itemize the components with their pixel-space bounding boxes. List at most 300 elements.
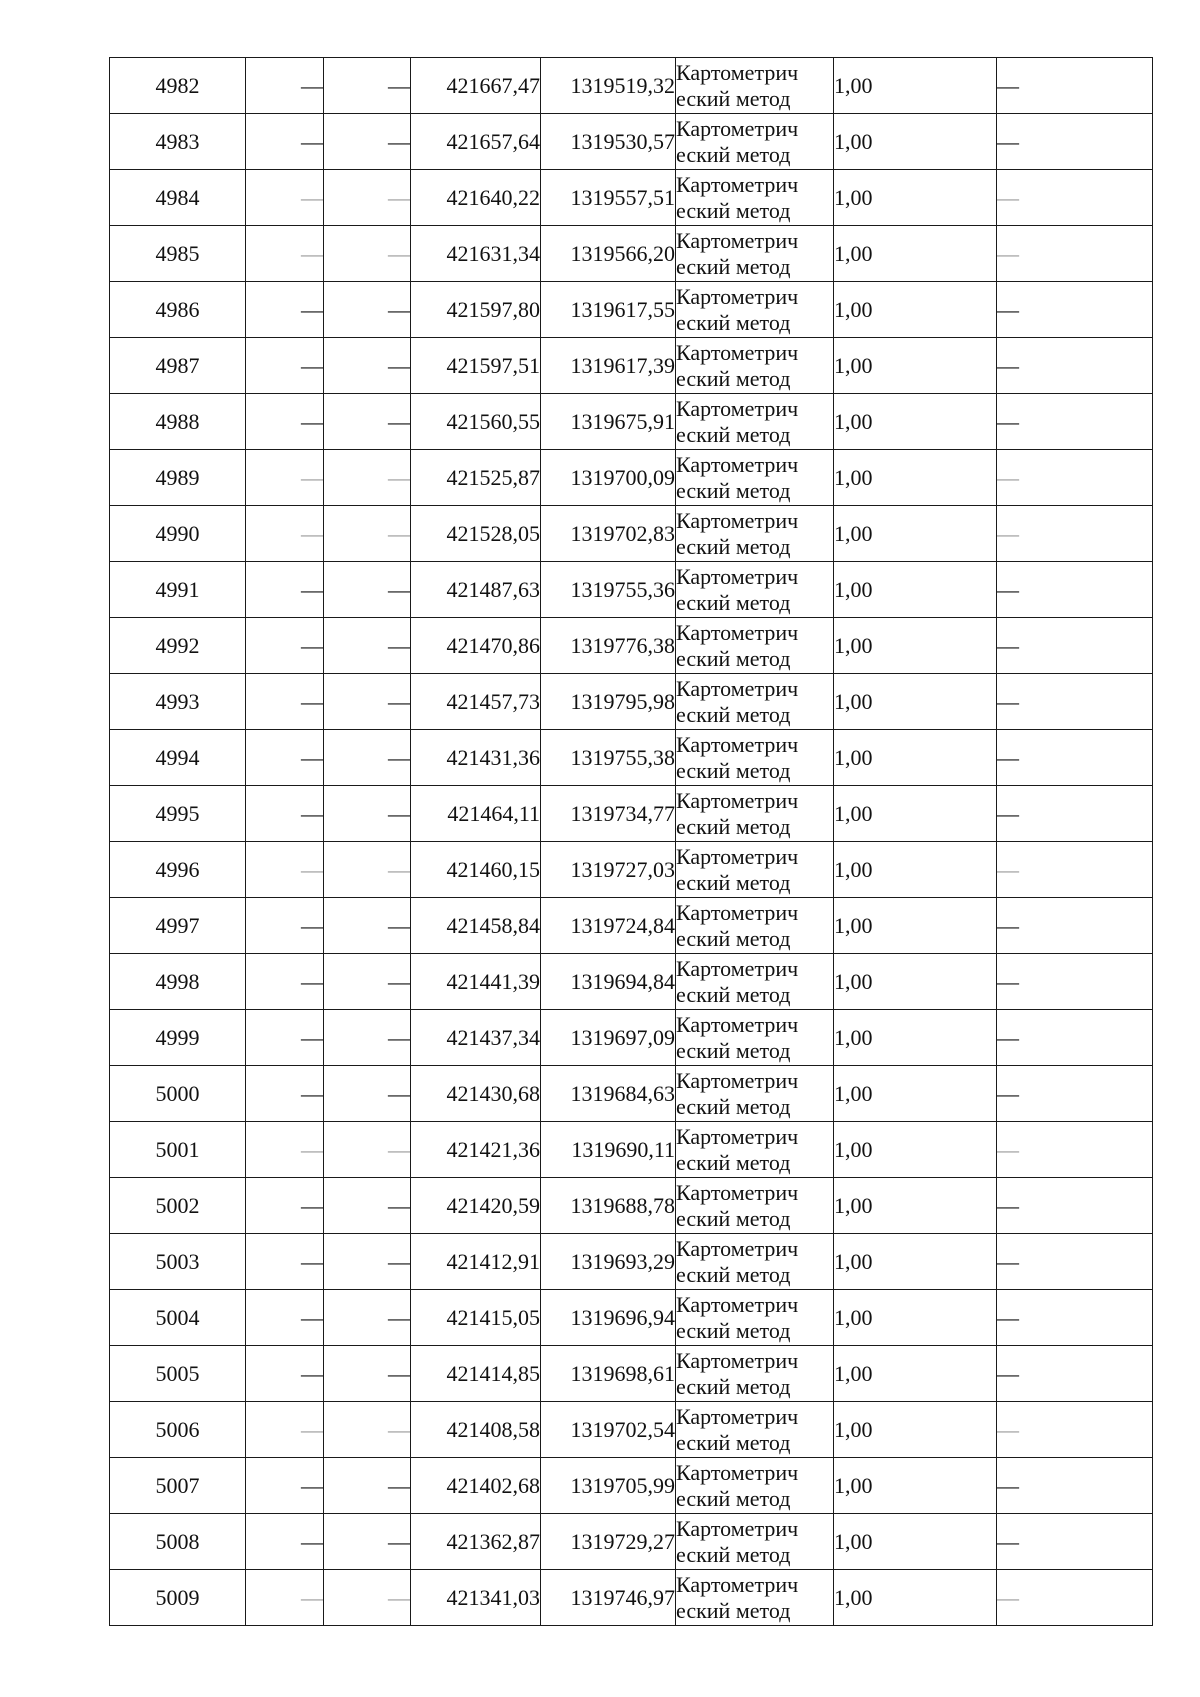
dash-mark: — [997, 744, 1019, 770]
dash-mark: — [997, 632, 1019, 658]
x-coordinate-cell: 421415,05 [411, 1290, 541, 1346]
table-row [110, 1570, 1153, 1626]
empty-dash-cell [246, 1458, 324, 1514]
empty-dash-cell [997, 1290, 1153, 1346]
method-text: Картометрич [676, 675, 799, 701]
x-coordinate-cell: 421525,87 [411, 450, 541, 506]
empty-dash-cell [246, 506, 324, 562]
method-text: Картометрич [676, 339, 799, 365]
point-number-cell: 5003 [110, 1234, 246, 1290]
dash-mark: — [388, 408, 410, 434]
table-row [110, 506, 1153, 562]
empty-dash-cell [324, 1402, 411, 1458]
dash-mark: — [301, 1416, 323, 1442]
method-text: еский метод [676, 981, 791, 1007]
dash-mark: — [997, 352, 1019, 378]
empty-dash-cell [997, 1066, 1153, 1122]
dash-mark: — [388, 352, 410, 378]
method-text: Картометрич [676, 619, 799, 645]
empty-dash-cell [246, 450, 324, 506]
dash-mark: — [301, 520, 323, 546]
dash-mark: — [301, 184, 323, 210]
method-text: Картометрич [676, 1235, 799, 1261]
dash-mark: — [997, 1360, 1019, 1386]
empty-dash-cell [997, 1010, 1153, 1066]
method-text: еский метод [676, 925, 791, 951]
empty-dash-cell [246, 1402, 324, 1458]
table-row [110, 114, 1153, 170]
dash-mark: — [997, 1192, 1019, 1218]
empty-dash-cell [246, 1234, 324, 1290]
point-number-cell: 4986 [110, 282, 246, 338]
empty-dash-cell [324, 282, 411, 338]
y-coordinate-cell: 1319684,63 [541, 1066, 676, 1122]
empty-dash-cell [997, 562, 1153, 618]
point-number-cell: 4994 [110, 730, 246, 786]
empty-dash-cell [324, 562, 411, 618]
method-text: еский метод [676, 1541, 791, 1567]
accuracy-cell: 1,00 [834, 786, 997, 842]
x-coordinate-cell: 421487,63 [411, 562, 541, 618]
dash-mark: — [388, 632, 410, 658]
empty-dash-cell [324, 954, 411, 1010]
dash-mark: — [301, 632, 323, 658]
method-text: Картометрич [676, 451, 799, 477]
empty-dash-cell [997, 842, 1153, 898]
method-text: Картометрич [676, 1459, 799, 1485]
y-coordinate-cell: 1319698,61 [541, 1346, 676, 1402]
dash-mark: — [388, 576, 410, 602]
dash-mark: — [388, 1584, 410, 1610]
x-coordinate-cell: 421457,73 [411, 674, 541, 730]
dash-mark: — [388, 1472, 410, 1498]
table-row [110, 954, 1153, 1010]
dash-mark: — [301, 240, 323, 266]
x-coordinate-cell: 421412,91 [411, 1234, 541, 1290]
accuracy-cell: 1,00 [834, 730, 997, 786]
method-cell [676, 58, 834, 114]
dash-mark: — [997, 1080, 1019, 1106]
empty-dash-cell [324, 58, 411, 114]
method-cell [676, 170, 834, 226]
dash-mark: — [301, 1248, 323, 1274]
x-coordinate-cell: 421464,11 [411, 786, 541, 842]
dash-mark: — [388, 1192, 410, 1218]
accuracy-cell: 1,00 [834, 1346, 997, 1402]
y-coordinate-cell: 1319705,99 [541, 1458, 676, 1514]
dash-mark: — [997, 408, 1019, 434]
empty-dash-cell [246, 338, 324, 394]
empty-dash-cell [324, 842, 411, 898]
method-cell [676, 1290, 834, 1346]
y-coordinate-cell: 1319727,03 [541, 842, 676, 898]
point-number-cell: 4998 [110, 954, 246, 1010]
point-number-cell: 4997 [110, 898, 246, 954]
empty-dash-cell [997, 394, 1153, 450]
y-coordinate-cell: 1319530,57 [541, 114, 676, 170]
accuracy-cell: 1,00 [834, 226, 997, 282]
method-text: еский метод [676, 1037, 791, 1063]
dash-mark: — [388, 1360, 410, 1386]
table-row [110, 898, 1153, 954]
table-row [110, 394, 1153, 450]
dash-mark: — [388, 464, 410, 490]
empty-dash-cell [997, 1458, 1153, 1514]
x-coordinate-cell: 421441,39 [411, 954, 541, 1010]
empty-dash-cell [246, 1010, 324, 1066]
dash-mark: — [388, 296, 410, 322]
accuracy-cell: 1,00 [834, 450, 997, 506]
accuracy-cell: 1,00 [834, 618, 997, 674]
dash-mark: — [301, 800, 323, 826]
method-text: Картометрич [676, 899, 799, 925]
x-coordinate-cell: 421470,86 [411, 618, 541, 674]
method-text: еский метод [676, 757, 791, 783]
method-text: Картометрич [676, 1011, 799, 1037]
x-coordinate-cell: 421560,55 [411, 394, 541, 450]
accuracy-cell: 1,00 [834, 842, 997, 898]
dash-mark: — [301, 688, 323, 714]
method-cell [676, 562, 834, 618]
dash-mark: — [997, 464, 1019, 490]
coordinates-table-body [110, 58, 1153, 1626]
method-text: еский метод [676, 85, 791, 111]
table-row [110, 1402, 1153, 1458]
y-coordinate-cell: 1319617,55 [541, 282, 676, 338]
method-text: еский метод [676, 1597, 791, 1623]
coordinates-table [109, 57, 1153, 1626]
dash-mark: — [997, 520, 1019, 546]
y-coordinate-cell: 1319566,20 [541, 226, 676, 282]
accuracy-cell: 1,00 [834, 1514, 997, 1570]
method-text: Картометрич [676, 283, 799, 309]
method-cell [676, 618, 834, 674]
point-number-cell: 4987 [110, 338, 246, 394]
method-cell [676, 1514, 834, 1570]
accuracy-cell: 1,00 [834, 898, 997, 954]
dash-mark: — [301, 576, 323, 602]
table-row [110, 1122, 1153, 1178]
dash-mark: — [997, 1528, 1019, 1554]
x-coordinate-cell: 421460,15 [411, 842, 541, 898]
x-coordinate-cell: 421420,59 [411, 1178, 541, 1234]
y-coordinate-cell: 1319755,36 [541, 562, 676, 618]
dash-mark: — [997, 1136, 1019, 1162]
accuracy-cell: 1,00 [834, 338, 997, 394]
empty-dash-cell [324, 786, 411, 842]
point-number-cell: 5002 [110, 1178, 246, 1234]
dash-mark: — [388, 1024, 410, 1050]
empty-dash-cell [997, 506, 1153, 562]
x-coordinate-cell: 421597,80 [411, 282, 541, 338]
point-number-cell: 5006 [110, 1402, 246, 1458]
empty-dash-cell [246, 1290, 324, 1346]
accuracy-cell: 1,00 [834, 506, 997, 562]
method-text: еский метод [676, 1485, 791, 1511]
y-coordinate-cell: 1319724,84 [541, 898, 676, 954]
empty-dash-cell [324, 170, 411, 226]
y-coordinate-cell: 1319519,32 [541, 58, 676, 114]
empty-dash-cell [246, 954, 324, 1010]
dash-mark: — [997, 1472, 1019, 1498]
empty-dash-cell [997, 1346, 1153, 1402]
dash-mark: — [301, 1024, 323, 1050]
y-coordinate-cell: 1319700,09 [541, 450, 676, 506]
point-number-cell: 5007 [110, 1458, 246, 1514]
method-cell [676, 730, 834, 786]
dash-mark: — [301, 1136, 323, 1162]
table-row [110, 1346, 1153, 1402]
empty-dash-cell [246, 394, 324, 450]
table-row [110, 618, 1153, 674]
y-coordinate-cell: 1319776,38 [541, 618, 676, 674]
dash-mark: — [388, 184, 410, 210]
accuracy-cell: 1,00 [834, 114, 997, 170]
x-coordinate-cell: 421341,03 [411, 1570, 541, 1626]
method-cell [676, 1122, 834, 1178]
point-number-cell: 5009 [110, 1570, 246, 1626]
method-text: Картометрич [676, 115, 799, 141]
empty-dash-cell [997, 282, 1153, 338]
point-number-cell: 4993 [110, 674, 246, 730]
table-row [110, 562, 1153, 618]
dash-mark: — [388, 1136, 410, 1162]
dash-mark: — [997, 1584, 1019, 1610]
y-coordinate-cell: 1319755,38 [541, 730, 676, 786]
table-row [110, 1290, 1153, 1346]
method-text: Картометрич [676, 1347, 799, 1373]
empty-dash-cell [246, 226, 324, 282]
point-number-cell: 5008 [110, 1514, 246, 1570]
method-cell [676, 1234, 834, 1290]
dash-mark: — [301, 1472, 323, 1498]
point-number-cell: 4983 [110, 114, 246, 170]
y-coordinate-cell: 1319702,83 [541, 506, 676, 562]
accuracy-cell: 1,00 [834, 1458, 997, 1514]
x-coordinate-cell: 421430,68 [411, 1066, 541, 1122]
method-cell [676, 1010, 834, 1066]
method-text: еский метод [676, 645, 791, 671]
method-text: еский метод [676, 533, 791, 559]
accuracy-cell: 1,00 [834, 1010, 997, 1066]
dash-mark: — [997, 296, 1019, 322]
empty-dash-cell [246, 1066, 324, 1122]
method-text: Картометрич [676, 1179, 799, 1205]
method-text: Картометрич [676, 395, 799, 421]
dash-mark: — [388, 1080, 410, 1106]
accuracy-cell: 1,00 [834, 674, 997, 730]
method-cell [676, 786, 834, 842]
empty-dash-cell [997, 58, 1153, 114]
empty-dash-cell [997, 674, 1153, 730]
point-number-cell: 4999 [110, 1010, 246, 1066]
empty-dash-cell [997, 338, 1153, 394]
method-cell [676, 394, 834, 450]
method-text: еский метод [676, 701, 791, 727]
empty-dash-cell [997, 786, 1153, 842]
empty-dash-cell [246, 114, 324, 170]
dash-mark: — [997, 688, 1019, 714]
table-row [110, 1178, 1153, 1234]
method-text: еский метод [676, 869, 791, 895]
method-text: еский метод [676, 365, 791, 391]
y-coordinate-cell: 1319696,94 [541, 1290, 676, 1346]
point-number-cell: 4991 [110, 562, 246, 618]
empty-dash-cell [324, 1458, 411, 1514]
y-coordinate-cell: 1319694,84 [541, 954, 676, 1010]
method-cell [676, 954, 834, 1010]
table-row [110, 1234, 1153, 1290]
method-text: Картометрич [676, 563, 799, 589]
method-cell [676, 282, 834, 338]
x-coordinate-cell: 421657,64 [411, 114, 541, 170]
dash-mark: — [388, 72, 410, 98]
dash-mark: — [301, 1304, 323, 1330]
y-coordinate-cell: 1319617,39 [541, 338, 676, 394]
accuracy-cell: 1,00 [834, 282, 997, 338]
empty-dash-cell [997, 1514, 1153, 1570]
empty-dash-cell [324, 730, 411, 786]
method-text: еский метод [676, 1373, 791, 1399]
y-coordinate-cell: 1319693,29 [541, 1234, 676, 1290]
empty-dash-cell [246, 1122, 324, 1178]
method-cell [676, 450, 834, 506]
x-coordinate-cell: 421431,36 [411, 730, 541, 786]
empty-dash-cell [324, 506, 411, 562]
empty-dash-cell [324, 1066, 411, 1122]
dash-mark: — [997, 856, 1019, 882]
dash-mark: — [301, 1584, 323, 1610]
y-coordinate-cell: 1319795,98 [541, 674, 676, 730]
dash-mark: — [388, 128, 410, 154]
point-number-cell: 4985 [110, 226, 246, 282]
point-number-cell: 4988 [110, 394, 246, 450]
empty-dash-cell [324, 1514, 411, 1570]
point-number-cell: 4989 [110, 450, 246, 506]
dash-mark: — [388, 968, 410, 994]
table-row [110, 338, 1153, 394]
dash-mark: — [997, 576, 1019, 602]
dash-mark: — [997, 72, 1019, 98]
dash-mark: — [997, 128, 1019, 154]
method-text: еский метод [676, 197, 791, 223]
method-text: Картометрич [676, 1291, 799, 1317]
empty-dash-cell [246, 898, 324, 954]
point-number-cell: 4982 [110, 58, 246, 114]
dash-mark: — [301, 128, 323, 154]
point-number-cell: 5000 [110, 1066, 246, 1122]
dash-mark: — [301, 408, 323, 434]
dash-mark: — [997, 1248, 1019, 1274]
empty-dash-cell [997, 1178, 1153, 1234]
empty-dash-cell [324, 1570, 411, 1626]
method-cell [676, 1066, 834, 1122]
x-coordinate-cell: 421597,51 [411, 338, 541, 394]
dash-mark: — [301, 1080, 323, 1106]
x-coordinate-cell: 421421,36 [411, 1122, 541, 1178]
method-text: Картометрич [676, 1123, 799, 1149]
point-number-cell: 5004 [110, 1290, 246, 1346]
empty-dash-cell [324, 1290, 411, 1346]
empty-dash-cell [246, 618, 324, 674]
point-number-cell: 4996 [110, 842, 246, 898]
method-text: Картометрич [676, 227, 799, 253]
x-coordinate-cell: 421667,47 [411, 58, 541, 114]
x-coordinate-cell: 421437,34 [411, 1010, 541, 1066]
dash-mark: — [388, 1528, 410, 1554]
point-number-cell: 5001 [110, 1122, 246, 1178]
empty-dash-cell [997, 618, 1153, 674]
y-coordinate-cell: 1319702,54 [541, 1402, 676, 1458]
empty-dash-cell [997, 450, 1153, 506]
empty-dash-cell [246, 562, 324, 618]
method-text: еский метод [676, 589, 791, 615]
dash-mark: — [997, 1024, 1019, 1050]
table-row [110, 1514, 1153, 1570]
accuracy-cell: 1,00 [834, 170, 997, 226]
dash-mark: — [388, 912, 410, 938]
empty-dash-cell [324, 114, 411, 170]
method-text: еский метод [676, 1093, 791, 1119]
accuracy-cell: 1,00 [834, 394, 997, 450]
x-coordinate-cell: 421402,68 [411, 1458, 541, 1514]
empty-dash-cell [997, 954, 1153, 1010]
dash-mark: — [301, 968, 323, 994]
method-text: еский метод [676, 253, 791, 279]
y-coordinate-cell: 1319729,27 [541, 1514, 676, 1570]
method-cell [676, 674, 834, 730]
y-coordinate-cell: 1319697,09 [541, 1010, 676, 1066]
empty-dash-cell [997, 1122, 1153, 1178]
empty-dash-cell [324, 898, 411, 954]
table-row [110, 450, 1153, 506]
table-row [110, 170, 1153, 226]
table-row [110, 1010, 1153, 1066]
method-text: еский метод [676, 1429, 791, 1455]
point-number-cell: 5005 [110, 1346, 246, 1402]
method-text: еский метод [676, 309, 791, 335]
table-row [110, 1066, 1153, 1122]
method-text: еский метод [676, 1317, 791, 1343]
dash-mark: — [997, 912, 1019, 938]
empty-dash-cell [997, 1570, 1153, 1626]
method-text: Картометрич [676, 1515, 799, 1541]
method-text: Картометрич [676, 843, 799, 869]
method-text: Картометрич [676, 1571, 799, 1597]
dash-mark: — [301, 296, 323, 322]
method-text: Картометрич [676, 1403, 799, 1429]
method-cell [676, 506, 834, 562]
document-page [109, 57, 1152, 1626]
method-cell [676, 114, 834, 170]
dash-mark: — [301, 744, 323, 770]
method-text: еский метод [676, 813, 791, 839]
method-text: еский метод [676, 141, 791, 167]
empty-dash-cell [246, 1346, 324, 1402]
empty-dash-cell [997, 114, 1153, 170]
method-text: Картометрич [676, 731, 799, 757]
empty-dash-cell [324, 1122, 411, 1178]
empty-dash-cell [246, 1514, 324, 1570]
dash-mark: — [388, 1304, 410, 1330]
empty-dash-cell [997, 226, 1153, 282]
accuracy-cell: 1,00 [834, 562, 997, 618]
x-coordinate-cell: 421528,05 [411, 506, 541, 562]
method-cell [676, 1570, 834, 1626]
empty-dash-cell [246, 730, 324, 786]
dash-mark: — [388, 688, 410, 714]
y-coordinate-cell: 1319688,78 [541, 1178, 676, 1234]
